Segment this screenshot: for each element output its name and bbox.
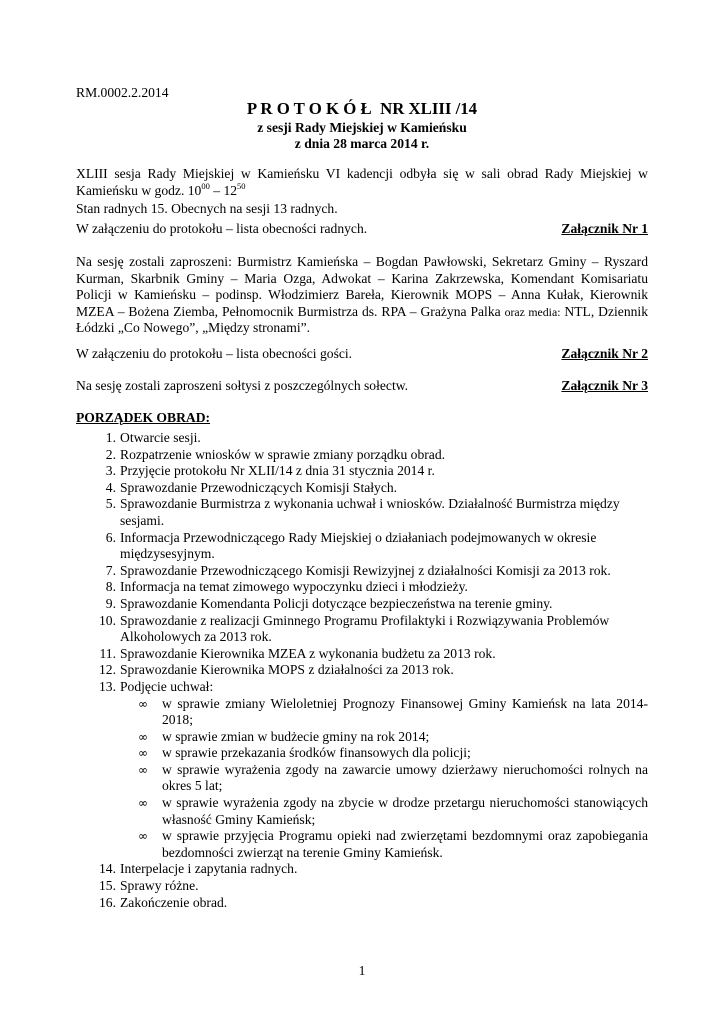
resolution-text: w sprawie przekazania środków finansowych dla policji; xyxy=(162,745,471,761)
resolution-text: w sprawie wyrażenia zgody na zawarcie umowy dzierżawy nieruchomości rolnych na okres 5 lat; xyxy=(162,761,648,794)
agenda-item-number: 15. xyxy=(99,878,116,894)
agenda-item-number: 5. xyxy=(105,496,116,512)
agenda-item xyxy=(76,596,648,613)
infinity-bullet-icon: ∞ xyxy=(138,696,148,711)
agenda-item xyxy=(76,895,648,912)
document-title: P R O T O K Ó Ł NR XLIII /14 xyxy=(246,99,478,118)
quorum-line: Stan radnych 15. Obecnych na sesji 13 radnych. xyxy=(76,201,338,216)
document-page xyxy=(76,0,648,1024)
resolution-text: w sprawie zmiany Wieloletniej Prognozy Finansowej Gminy Kamieńsk na lata 2014-2018; xyxy=(162,695,648,728)
agenda-item-text: Informacja Przewodniczącego Rady Miejskiej o działaniach podejmowanych w okresie międzysesyjnym. xyxy=(120,529,597,562)
agenda-item-number: 9. xyxy=(105,595,116,611)
infinity-bullet-icon: ∞ xyxy=(138,746,148,761)
document-reference: RM.0002.2.2014 xyxy=(76,85,169,100)
agenda-item xyxy=(76,613,648,646)
agenda-item-text: Sprawozdanie z realizacji Gminnego Programu Profilaktyki i Rozwiązywania Problemów Alkoholowych za 2013 rok. xyxy=(120,612,610,645)
agenda-item-text: Podjęcie uchwał: xyxy=(120,678,214,694)
agenda-item-text: Sprawozdanie Kierownika MOPS z działalności za 2013 rok. xyxy=(120,662,454,678)
time-end-minutes: 50 xyxy=(237,180,246,191)
agenda-item-text: Interpelacje i zapytania radnych. xyxy=(120,861,298,877)
agenda-item-number: 12. xyxy=(99,662,116,678)
agenda-item xyxy=(76,563,648,580)
intro-text: XLIII sesja Rady Miejskiej w Kamieńsku VI kadencji odbyła się w sali obrad Rady Miejskiej w Kamieńsku w godz. 10 xyxy=(76,166,648,198)
agenda-item-text: Rozpatrzenie wniosków w sprawie zmiany porządku obrad. xyxy=(120,446,446,462)
guests-paragraph xyxy=(76,254,648,337)
agenda-item xyxy=(76,861,648,878)
attachment-2-label: Załącznik Nr 2 xyxy=(561,346,648,361)
agenda-item-number: 10. xyxy=(99,612,116,628)
agenda-item-number: 13. xyxy=(99,678,116,694)
resolution-item xyxy=(76,828,648,861)
session-date: z dnia 28 marca 2014 r. xyxy=(294,136,430,151)
agenda-item xyxy=(76,579,648,596)
agenda-item-text: Informacja na temat zimowego wypoczynku dzieci i młodzieży. xyxy=(120,579,468,595)
attachment-2-row xyxy=(76,346,648,363)
agenda-item xyxy=(76,679,648,696)
agenda-item xyxy=(76,646,648,663)
agenda-item-text: Przyjęcie protokołu Nr XLII/14 z dnia 31 stycznia 2014 r. xyxy=(120,463,435,479)
agenda-item xyxy=(76,480,648,497)
agenda-item-number: 4. xyxy=(105,479,116,495)
agenda-item-text: Sprawozdanie Burmistrza z wykonania uchwał i wniosków. Działalność Burmistrza między sesjami. xyxy=(120,496,620,528)
intro-paragraph xyxy=(76,166,648,199)
agenda-item-text: Sprawozdanie Kierownika MZEA z wykonania budżetu za 2013 rok. xyxy=(120,645,496,661)
agenda-item-text: Sprawozdanie Przewodniczących Komisji Stałych. xyxy=(120,479,398,495)
media-prefix: oraz media: xyxy=(504,304,561,319)
resolution-text: w sprawie zmian w budżecie gminy na rok 2014; xyxy=(162,728,430,744)
agenda-item-text: Zakończenie obrad. xyxy=(120,894,228,910)
session-subtitle: z sesji Rady Miejskiej w Kamieńsku xyxy=(257,120,467,135)
agenda-item xyxy=(76,530,648,563)
agenda-item-text: Otwarcie sesji. xyxy=(120,430,201,445)
agenda-item-number: 8. xyxy=(105,579,116,595)
agenda-item-number: 11. xyxy=(99,645,116,661)
agenda-item xyxy=(76,662,648,679)
agenda-item xyxy=(76,496,648,529)
infinity-bullet-icon: ∞ xyxy=(138,729,148,744)
agenda-item-number: 3. xyxy=(105,463,116,479)
agenda-heading: PORZĄDEK OBRAD: xyxy=(76,410,211,425)
infinity-bullet-icon: ∞ xyxy=(138,829,148,844)
resolution-item xyxy=(76,795,648,828)
time-start-minutes: 00 xyxy=(201,180,210,191)
agenda-item-number: 2. xyxy=(105,446,116,462)
agenda-item xyxy=(76,463,648,480)
agenda-item xyxy=(76,878,648,895)
agenda-item-number: 14. xyxy=(99,861,116,877)
resolution-item xyxy=(76,696,648,729)
time-dash: – 12 xyxy=(209,182,238,198)
agenda-item-number: 1. xyxy=(105,430,116,445)
agenda-item-number: 7. xyxy=(105,562,116,578)
agenda-item-text: Sprawy różne. xyxy=(120,878,199,894)
attachment-1-text: W załączeniu do protokołu – lista obecności radnych. xyxy=(76,221,368,236)
attachment-3-row xyxy=(76,378,648,395)
attachment-1-row xyxy=(76,221,648,238)
resolution-item xyxy=(76,745,648,762)
attachment-2-text: W załączeniu do protokołu – lista obecności gości. xyxy=(76,346,353,361)
agenda-item xyxy=(76,447,648,464)
attachment-3-label: Załącznik Nr 3 xyxy=(561,378,648,393)
resolutions-list xyxy=(76,696,648,862)
infinity-bullet-icon: ∞ xyxy=(138,796,148,811)
guests-text: Na sesję zostali zaproszeni: Burmistrz Kamieńska – Bogdan Pawłowski, Sekretarz Gminy – Ryszard Kurman, Skarbnik Gminy – Maria Ozga, Adwokat – Karina Zakrzewska, Komendant Komisariatu Policji w Kamieńsku – podinsp. Włodzimierz Bareła, Kierownik MOPS – Anna Kułak, Kierownik MZEA – Bożena Ziemba, Pełnomocnik Burmistrza ds. RPA – Grażyna Palka xyxy=(76,254,648,319)
agenda-sub-list-container xyxy=(76,696,648,862)
resolution-text: w sprawie przyjęcia Programu opieki nad zwierzętami bezdomnymi oraz zapobiegania bezdomności zwierząt na terenie Gminy Kamieńsk. xyxy=(162,828,648,860)
agenda-item xyxy=(76,430,648,447)
agenda-item-number: 16. xyxy=(99,894,116,910)
agenda-item-number: 6. xyxy=(105,529,116,545)
resolution-item xyxy=(76,762,648,795)
agenda-list xyxy=(76,430,648,911)
agenda-item-text: Sprawozdanie Przewodniczącego Komisji Rewizyjnej z działalności Komisji za 2013 rok. xyxy=(120,562,611,578)
resolution-item xyxy=(76,729,648,746)
infinity-bullet-icon: ∞ xyxy=(138,762,148,777)
media-text: NTL, Dziennik Łódzki „Co Nowego”, „Między stronami”. xyxy=(76,303,648,336)
attachment-1-label: Załącznik Nr 1 xyxy=(561,221,648,236)
agenda-item-text: Sprawozdanie Komendanta Policji dotyczące bezpieczeństwa na terenie gminy. xyxy=(120,595,553,611)
attachment-3-text: Na sesję zostali zaproszeni sołtysi z poszczególnych sołectw. xyxy=(76,378,409,393)
page-number: 1 xyxy=(358,963,366,978)
resolution-text: w sprawie wyrażenia zgody na zbycie w drodze przetargu nieruchomości stanowiących własność Gminy Kamieńsk; xyxy=(162,795,648,827)
